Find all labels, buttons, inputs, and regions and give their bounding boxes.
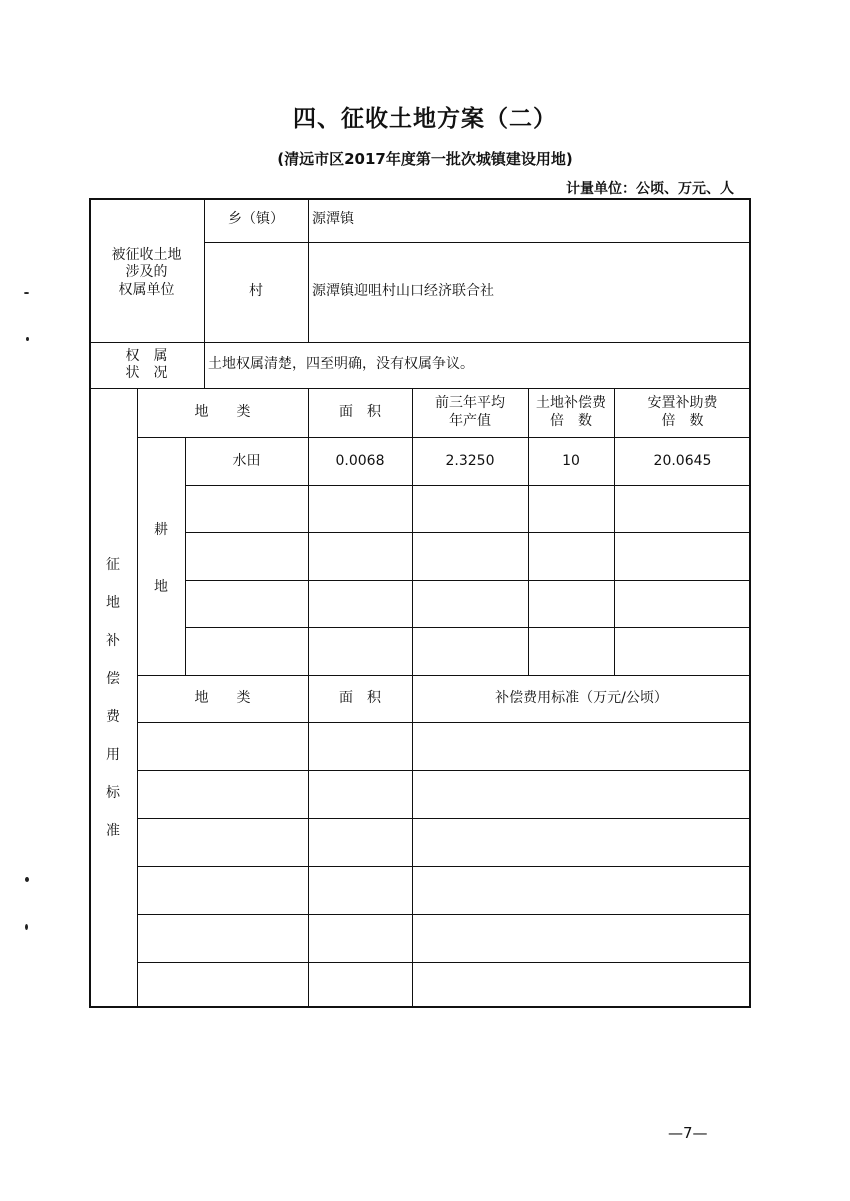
row-land-compensation-multiple: 10 [562,453,580,469]
header-resettlement-multiple: 安置补助费 倍 数 [647,395,718,429]
village-label: 村 [249,283,263,300]
unit-label: 计量单位：公顷、万元、人 [566,181,734,197]
row-resettlement-multiple: 20.0645 [653,453,712,469]
standard-header-area: 面 积 [339,689,381,706]
village-value: 源潭镇迎咀村山口经济联合社 [312,283,494,300]
header-area: 面 积 [339,403,381,420]
standard-header-compensation-standard: 补偿费用标准（万元/公顷） [495,689,668,706]
scan-mark [26,337,29,341]
ownership-status-label: 权 属 状 况 [125,347,168,381]
row-average-output: 2.3250 [445,453,495,469]
compensation-section-label: 征 地 补 偿 费 用 标 准 [106,557,120,839]
scan-mark [25,924,28,930]
cultivated-label-1: 耕 [154,522,168,539]
page-number: —7— [668,1124,708,1142]
township-value: 源潭镇 [312,211,354,228]
header-land-type: 地 类 [194,403,251,420]
row-land-type: 水田 [232,453,261,469]
document-subtitle: (清远市区2017年度第一批次城镇建设用地) [277,150,573,168]
cultivated-label-2: 地 [154,579,168,596]
township-label: 乡（镇） [228,211,284,228]
scan-mark [24,292,29,294]
header-average-output: 前三年平均 年产值 [435,395,505,429]
header-land-compensation-multiple: 土地补偿费 倍 数 [536,395,606,429]
ownership-unit-label: 被征收土地 涉及的 权属单位 [111,246,182,298]
scan-mark [25,877,29,882]
standard-header-land-type: 地 类 [194,689,251,706]
document-title: 四、征收土地方案（二） [293,106,557,132]
row-area: 0.0068 [335,453,385,469]
ownership-status-value: 土地权属清楚，四至明确，没有权属争议。 [208,356,474,373]
